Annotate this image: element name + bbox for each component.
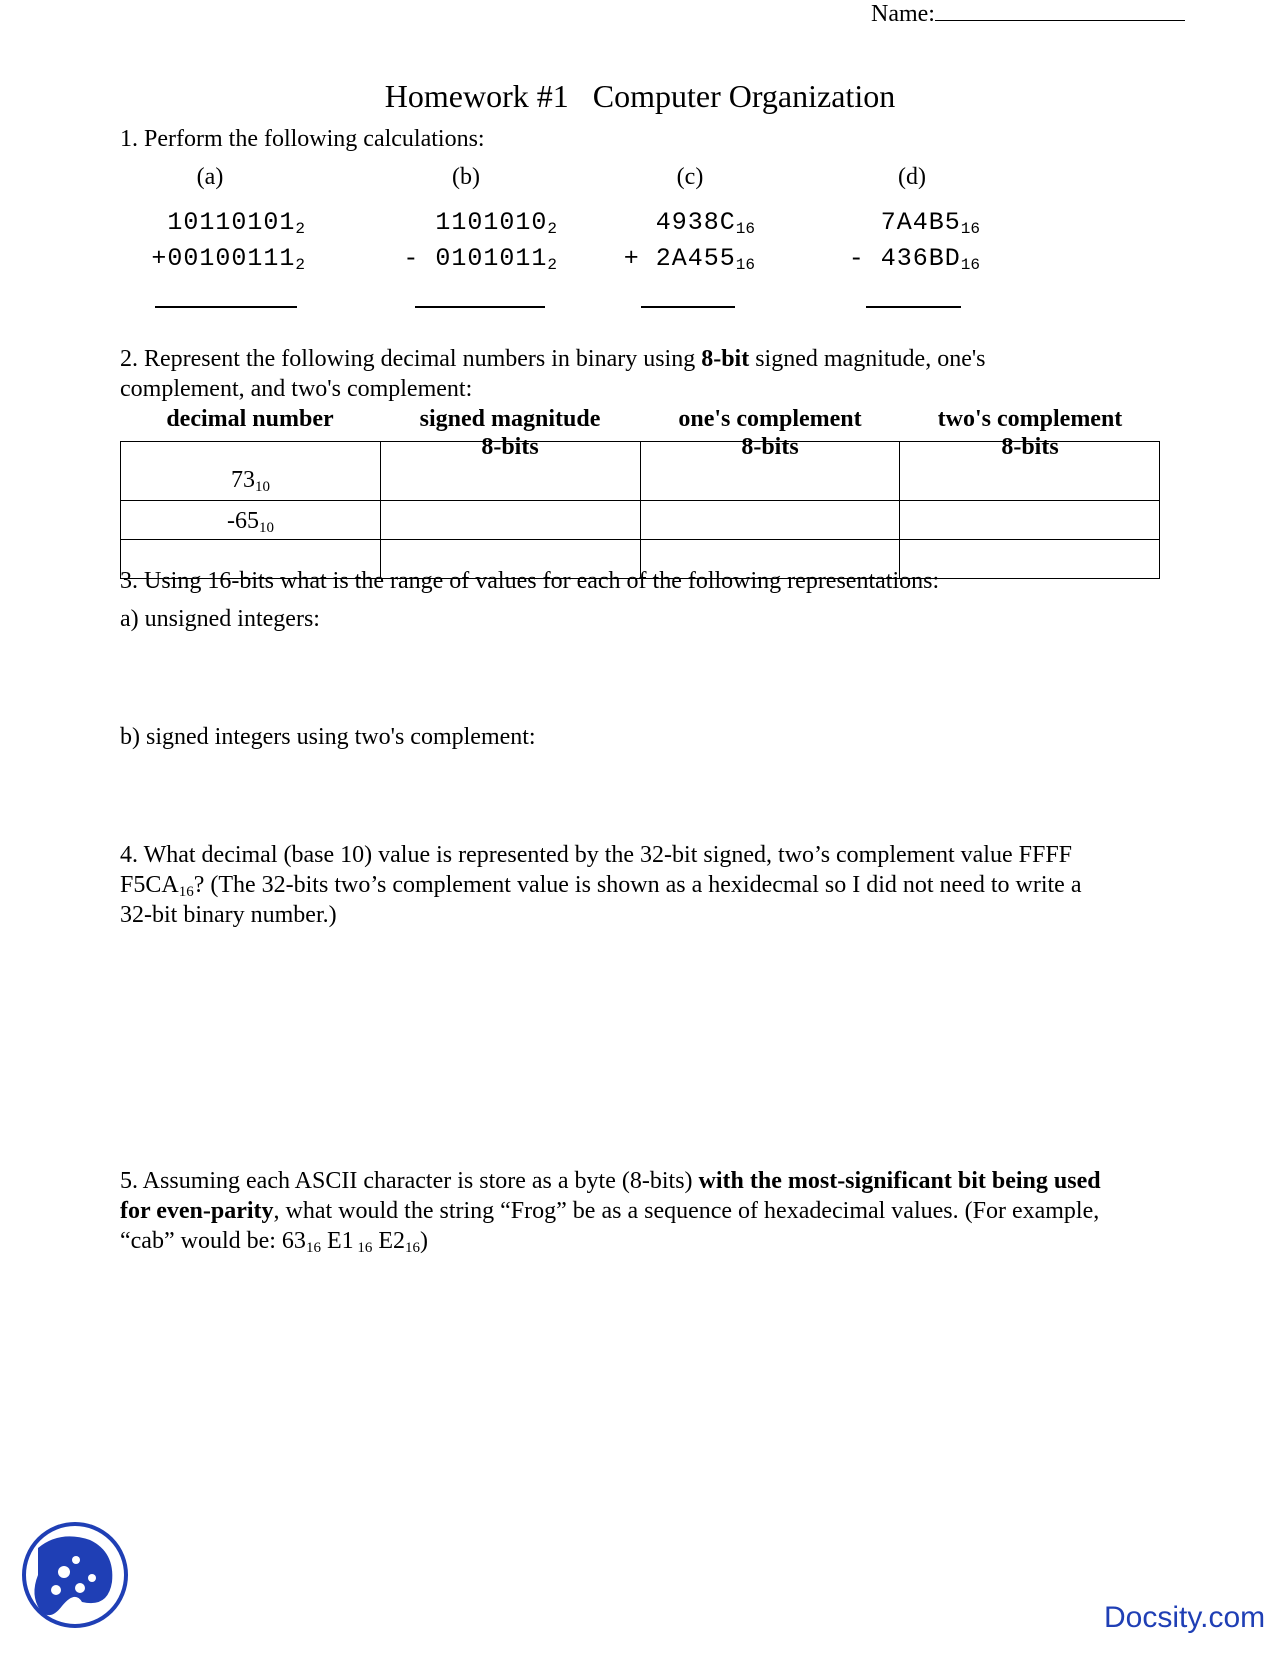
answer-cell[interactable] xyxy=(380,442,640,501)
q4-line-3: 32-bit binary number.) xyxy=(120,902,337,928)
decimal-cell: $-65_{10}$ xyxy=(121,501,381,540)
q3a-label: a) unsigned integers: xyxy=(120,606,320,632)
table-header-twos-complement: two's complement 8-bits xyxy=(937,406,1123,460)
docsity-logo-icon xyxy=(20,1520,130,1630)
q2-prompt-line-1: 2. Represent the following decimal numbers in binary using 8-bit signed magnitude, one's xyxy=(120,346,986,372)
representation-table xyxy=(120,441,1160,579)
page-title xyxy=(0,76,1280,116)
q5-line-3: “cab” would be: $63_{16}$ E1 $_{16}$ $E2_{16}$) xyxy=(120,1228,429,1256)
answer-cell[interactable] xyxy=(380,501,640,540)
docsity-brand[interactable]: Docsity.com xyxy=(1104,1601,1266,1634)
q1-col-a-label: (a) xyxy=(196,164,224,190)
q1b-operand-1: $1101010_2$ xyxy=(435,208,557,238)
q1b-answer-line xyxy=(415,306,545,308)
q1d-operand-2: - $436BD_{16}$ xyxy=(848,244,980,274)
q1-col-c-label: (c) xyxy=(676,164,704,190)
answer-cell[interactable] xyxy=(640,442,900,501)
q5-line-2: for even-parity, what would the string “Frog” be as a sequence of hexadecimal values. (For example, xyxy=(120,1198,1100,1224)
q2-prompt-line-2: complement, and two's complement: xyxy=(120,376,473,402)
q1a-answer-line xyxy=(155,306,297,308)
title-homework: Homework #1 xyxy=(384,78,569,114)
q1-prompt: 1. Perform the following calculations: xyxy=(120,126,485,152)
q1d-operand-1: $7A4B5_{16}$ xyxy=(880,208,980,238)
name-field xyxy=(871,0,1185,28)
table-header-ones-complement: one's complement 8-bits xyxy=(678,406,862,460)
q3b-label: b) signed integers using two's complement: xyxy=(120,724,536,750)
table-header-signed-magnitude: signed magnitude 8-bits xyxy=(419,406,601,460)
table-row xyxy=(121,501,1160,540)
q1b-operand-2: - $0101011_2$ xyxy=(403,244,557,274)
table-row xyxy=(121,442,1160,501)
q1c-operand-1: $4938C_{16}$ xyxy=(655,208,755,238)
q1d-answer-line xyxy=(866,306,961,308)
q5-line-1: 5. Assuming each ASCII character is store as a byte (8-bits) with the most-significant bit being used xyxy=(120,1168,1101,1194)
q1c-operand-2: + $2A455_{16}$ xyxy=(623,244,755,274)
table-header-decimal: decimal number xyxy=(166,406,334,432)
answer-cell[interactable] xyxy=(900,501,1160,540)
decimal-cell: $73_{10}$ xyxy=(121,442,381,501)
answer-cell[interactable] xyxy=(640,501,900,540)
q1c-answer-line xyxy=(641,306,735,308)
q1-col-b-label: (b) xyxy=(452,164,480,190)
answer-cell[interactable] xyxy=(900,442,1160,501)
q3-prompt: 3. Using 16-bits what is the range of values for each of the following representations: xyxy=(120,568,940,594)
q4-line-2: $F5CA_{16}$? (The 32-bits two’s complement value is shown as a hexidecmal so I did not need to write a xyxy=(120,872,1082,900)
q1-col-d-label: (d) xyxy=(898,164,926,190)
name-blank-line xyxy=(935,0,1185,21)
q1a-operand-1: $10110101_2$ xyxy=(167,208,305,238)
q4-line-1: 4. What decimal (base 10) value is represented by the 32-bit signed, two’s complement value FFFF xyxy=(120,842,1073,868)
title-course: Computer Organization xyxy=(592,78,896,114)
q1a-operand-2: $+00100111_2$ xyxy=(151,244,305,274)
name-label: Name: xyxy=(871,1,935,27)
